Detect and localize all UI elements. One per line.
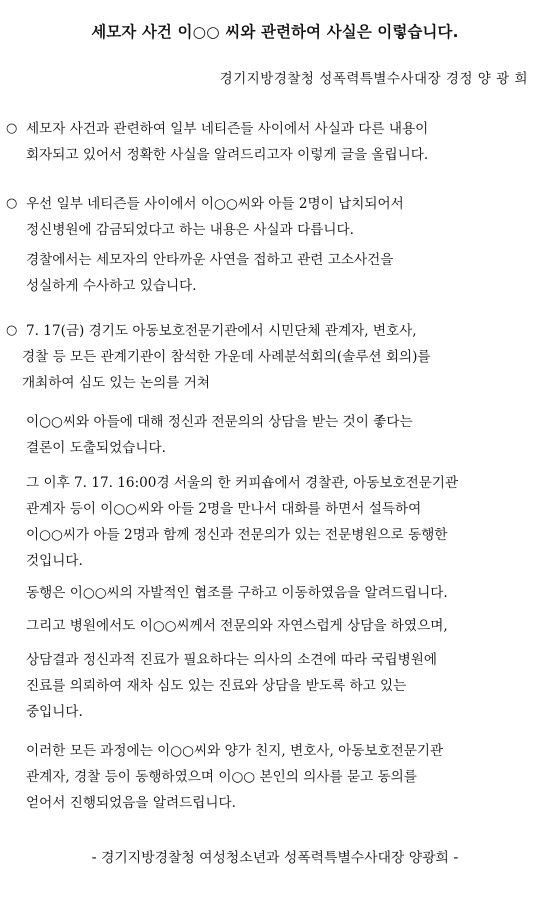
paragraph-line: 그 이후 7. 17. 16:00경 서울의 한 커피숍에서 경찰관, 아동보호전문기관 (26, 475, 459, 491)
paragraph-line: 이○○씨와 아들에 대해 정신과 전문의의 상담을 받는 것이 좋다는 (26, 414, 413, 430)
paragraph-line: 관계자 등이 이○○씨와 아들 2명을 만나서 대화를 하면서 설득하여 (26, 501, 422, 517)
paragraph-line: 우선 일부 네티즌들 사이에서 이○○씨와 아들 2명이 납치되어서 (26, 196, 404, 212)
paragraph-line: 것입니다. (26, 553, 83, 569)
paragraph-line: 경찰에서는 세모자의 안타까운 사연을 접하고 관련 고소사건을 (26, 252, 394, 268)
paragraph-line: 진료를 의뢰하여 재차 심도 있는 진료와 상담을 받도록 하고 있는 (26, 678, 407, 694)
bullet-icon: ○ (6, 121, 18, 136)
paragraph-line: 이러한 모든 과정에는 이○○씨와 양가 친지, 변호사, 아동보호전문기관 (26, 743, 444, 759)
paragraph-line: 정신병원에 감금되었다고 하는 내용은 사실과 다릅니다. (26, 222, 354, 238)
paragraph-line: 이○○씨가 아들 2명과 함께 정신과 전문의가 있는 전문병원으로 동행한 (26, 527, 448, 543)
document-title: 세모자 사건 이○○ 씨와 관련하여 사실은 이렇습니다. (91, 23, 459, 41)
paragraph-line: 관계자, 경찰 등이 동행하였으며 이○○ 본인의 의사를 묻고 동의를 (26, 769, 417, 785)
bullet-icon: ○ (6, 196, 18, 211)
paragraph-line: 성실하게 수사하고 있습니다. (26, 278, 197, 294)
paragraph-line: 얻어서 진행되었음을 알려드립니다. (26, 795, 236, 811)
bullet-icon: ○ (6, 323, 18, 338)
paragraph-line: 세모자 사건과 관련하여 일부 네티즌들 사이에서 사실과 다른 내용이 (26, 121, 429, 137)
author-line: 경기지방경찰청 성폭력특별수사대장 경정 양 광 희 (219, 71, 528, 87)
paragraph-line: 상담결과 정신과적 진료가 필요하다는 의사의 소견에 따라 국립병원에 (26, 652, 438, 668)
paragraph-line: 결론이 도출되었습니다. (26, 440, 166, 456)
paragraph-line: 중입니다. (26, 704, 83, 720)
paragraph-line: 회자되고 있어서 정확한 사실을 알려드리고자 이렇게 글을 올립니다. (26, 147, 429, 163)
paragraph-line: 동행은 이○○씨의 자발적인 협조를 구하고 이동하였음을 알려드립니다. (26, 585, 448, 601)
paragraph-line: 경찰 등 모든 관계기관이 참석한 가운데 사례분석회의(솔루션 회의)를 (22, 349, 431, 365)
paragraph-line: 7. 17(금) 경기도 아동보호전문기관에서 시민단체 관계자, 변호사, (26, 323, 417, 339)
signature-line: - 경기지방경찰청 여성청소년과 성폭력특별수사대장 양광희 - (91, 850, 459, 866)
paragraph-line: 그리고 병원에서도 이○○씨께서 전문의와 자연스럽게 상담을 하였으며, (26, 618, 448, 634)
paragraph-line: 개최하여 심도 있는 논의를 거쳐 (22, 375, 210, 391)
